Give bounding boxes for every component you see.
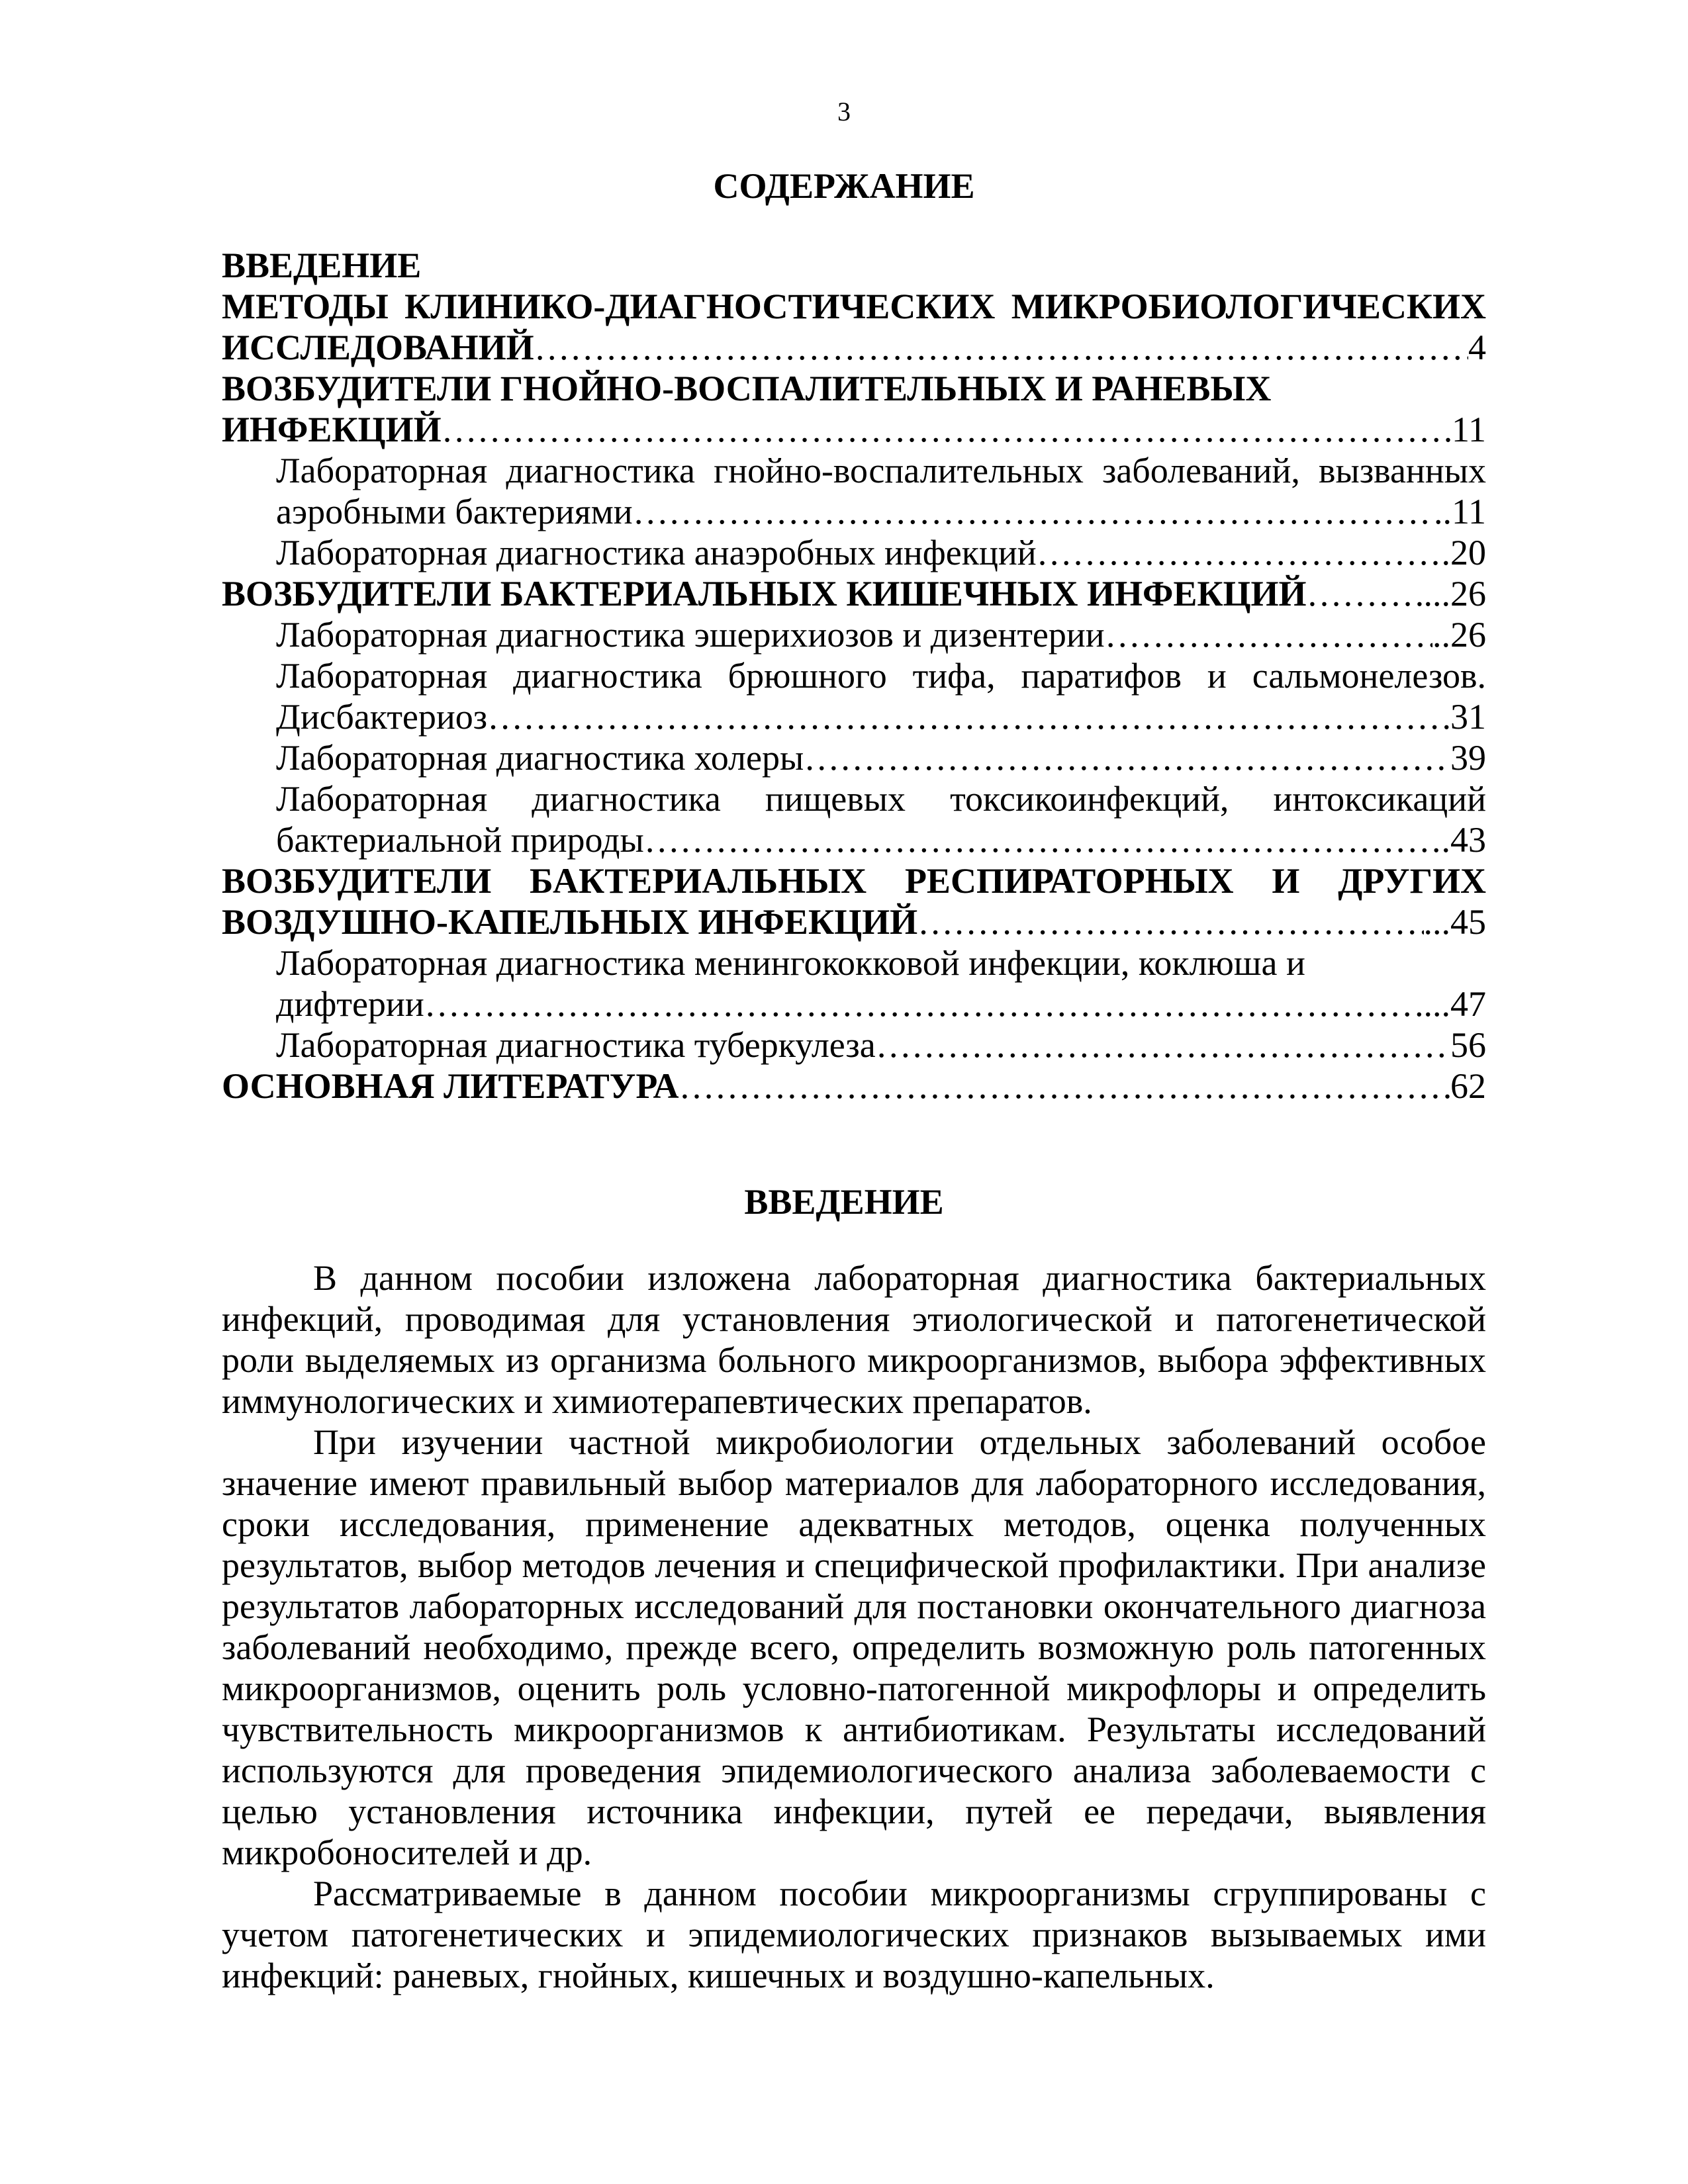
toc-entry-purulent[interactable]	[222, 368, 1486, 409]
toc-entry-literature[interactable]	[222, 1066, 1486, 1107]
toc-leader-dots	[1307, 573, 1424, 614]
toc-leader-dots	[424, 983, 1424, 1024]
toc-subentry-typhoid[interactable]	[222, 655, 1486, 696]
toc-entry-text: МЕТОДЫ КЛИНИКО-ДИАГНОСТИЧЕСКИХ МИКРОБИОЛОГИЧЕСКИХ	[222, 287, 1486, 326]
toc-subentry-anaerobic[interactable]	[222, 532, 1486, 573]
toc-subentry-aerobic[interactable]	[222, 450, 1486, 491]
toc-entry-text: ВВЕДЕНИЕ	[222, 246, 422, 285]
toc-leader-dots	[534, 327, 1468, 368]
toc-entry-text: Лабораторная диагностика пищевых токсикоинфекций, интоксикаций	[276, 779, 1486, 819]
toc-page-number: 4	[1468, 328, 1486, 367]
toc-entry-text: Дисбактериоз	[276, 697, 488, 737]
toc-page-number: ..11	[1434, 492, 1486, 531]
toc-leader-dots	[679, 1066, 1450, 1107]
toc-page-number: 31	[1450, 697, 1486, 737]
toc-entry-methods[interactable]	[222, 286, 1486, 327]
toc-subentry-dysbacteriosis[interactable]	[222, 696, 1486, 737]
page-number: 3	[837, 97, 851, 126]
toc-entry-intestinal[interactable]	[222, 573, 1486, 614]
introduction-body	[222, 1257, 1486, 1996]
toc-subentry-food-toxicoinfection-cont[interactable]	[222, 819, 1486, 860]
table-of-contents	[222, 245, 1486, 1107]
toc-page-number: 11	[1452, 410, 1486, 449]
intro-paragraph: В данном пособии изложена лабораторная диагностика бактериальных инфекций, проводимая для установления этиологической и патогенетической роли выделяемых из организма больного микроорганизмов, выбора эффективных иммунологических и химиотерапевтических препаратов.	[222, 1258, 1486, 1421]
toc-entry-purulent-cont[interactable]	[222, 409, 1486, 450]
intro-paragraph: При изучении частной микробиологии отдельных заболеваний особое значение имеют правильный выбор материалов для лабораторного исследования, сроки исследования, применение адекватных методов, оценка полученных результатов, выбор методов лечения и специфической профилактики. При анализе результатов лабораторных исследований для постановки окончательного диагноза заболеваний необходимо, прежде всего, определить возможную роль патогенных микроорганизмов, оценить роль условно-патогенной микрофлоры и определить чувствительность микроорганизмов к антибиотикам. Результаты исследований используются для проведения эпидемиологического анализа заболеваемости с целью установления источника инфекции, путей ее передачи, выявления микробоносителей и др.	[222, 1422, 1486, 1872]
toc-page-number: ...45	[1423, 902, 1486, 942]
toc-entry-respiratory-cont[interactable]	[222, 901, 1486, 942]
intro-paragraph: Рассматриваемые в данном пособии микроорганизмы сгруппированы с учетом патогенетических и эпидемиологических признаков вызываемых ими инфекций: раневых, гнойных, кишечных и воздушно-капельных.	[222, 1874, 1486, 1995]
toc-page-number: ...26	[1423, 574, 1486, 614]
toc-entry-text: ИССЛЕДОВАНИЙ	[222, 328, 534, 367]
toc-entry-text: ВОЗДУШНО-КАПЕЛЬНЫХ ИНФЕКЦИЙ	[222, 902, 918, 942]
toc-leader-dots	[487, 696, 1450, 737]
toc-entry-text: Лабораторная диагностика эшерихиозов и дизентерии	[276, 615, 1105, 655]
toc-entry-text: бактериальной природы	[276, 820, 644, 860]
toc-page-number: .20	[1441, 533, 1486, 572]
toc-entry-methods-cont[interactable]	[222, 327, 1486, 368]
toc-page-number: 62	[1450, 1066, 1486, 1106]
toc-leader-dots	[442, 409, 1452, 450]
introduction-heading: ВВЕДЕНИЕ	[744, 1182, 944, 1222]
toc-subentry-tuberculosis[interactable]	[222, 1024, 1486, 1066]
toc-subentry-aerobic-cont[interactable]	[222, 491, 1486, 532]
toc-entry-text: Лабораторная диагностика менингококковой инфекции, коклюша и	[276, 943, 1305, 983]
toc-entry-text: ОСНОВНАЯ ЛИТЕРАТУРА	[222, 1066, 679, 1106]
toc-entry-text: Лабораторная диагностика холеры	[276, 738, 804, 778]
toc-leader-dots	[917, 901, 1423, 942]
toc-entry-text: ВОЗБУДИТЕЛИ БАКТЕРИАЛЬНЫХ КИШЕЧНЫХ ИНФЕКЦИЙ	[222, 574, 1307, 614]
toc-subentry-meningococcal[interactable]	[222, 942, 1486, 983]
toc-subentry-meningococcal-cont[interactable]	[222, 983, 1486, 1024]
toc-leader-dots	[633, 491, 1434, 532]
toc-entry-text: аэробными бактериями	[276, 492, 633, 531]
toc-subentry-cholera[interactable]	[222, 737, 1486, 778]
toc-entry-text: дифтерии	[276, 984, 424, 1024]
toc-leader-dots	[876, 1024, 1450, 1066]
toc-entry-text: Лабораторная диагностика гнойно-воспалительных заболеваний, вызванных	[276, 451, 1486, 490]
toc-subentry-food-toxicoinfection[interactable]	[222, 778, 1486, 819]
toc-entry-text: ИНФЕКЦИЙ	[222, 410, 442, 449]
toc-page-number: .43	[1441, 820, 1486, 860]
toc-subentry-escherichiosis[interactable]	[222, 614, 1486, 655]
toc-leader-dots	[804, 737, 1450, 778]
toc-entry-text: Лабораторная диагностика брюшного тифа, паратифов и сальмонелезов.	[276, 656, 1486, 696]
toc-entry-text: Лабораторная диагностика анаэробных инфекций	[276, 533, 1037, 572]
toc-entry-introduction[interactable]	[222, 245, 1486, 286]
toc-leader-dots	[1105, 614, 1432, 655]
toc-entry-text: ВОЗБУДИТЕЛИ БАКТЕРИАЛЬНЫХ РЕСПИРАТОРНЫХ И ДРУГИХ	[222, 861, 1486, 901]
toc-leader-dots	[1037, 532, 1442, 573]
toc-page-number: 56	[1450, 1025, 1486, 1065]
toc-page-number: 39	[1450, 738, 1486, 778]
toc-entry-respiratory[interactable]	[222, 860, 1486, 901]
toc-entry-text: ВОЗБУДИТЕЛИ ГНОЙНО-ВОСПАЛИТЕЛЬНЫХ И РАНЕВЫХ	[222, 369, 1272, 408]
toc-leader-dots	[644, 819, 1442, 860]
toc-page-number: ..26	[1432, 615, 1486, 655]
toc-heading: СОДЕРЖАНИЕ	[713, 166, 975, 206]
toc-page-number: ...47	[1423, 984, 1486, 1024]
toc-entry-text: Лабораторная диагностика туберкулеза	[276, 1025, 876, 1065]
